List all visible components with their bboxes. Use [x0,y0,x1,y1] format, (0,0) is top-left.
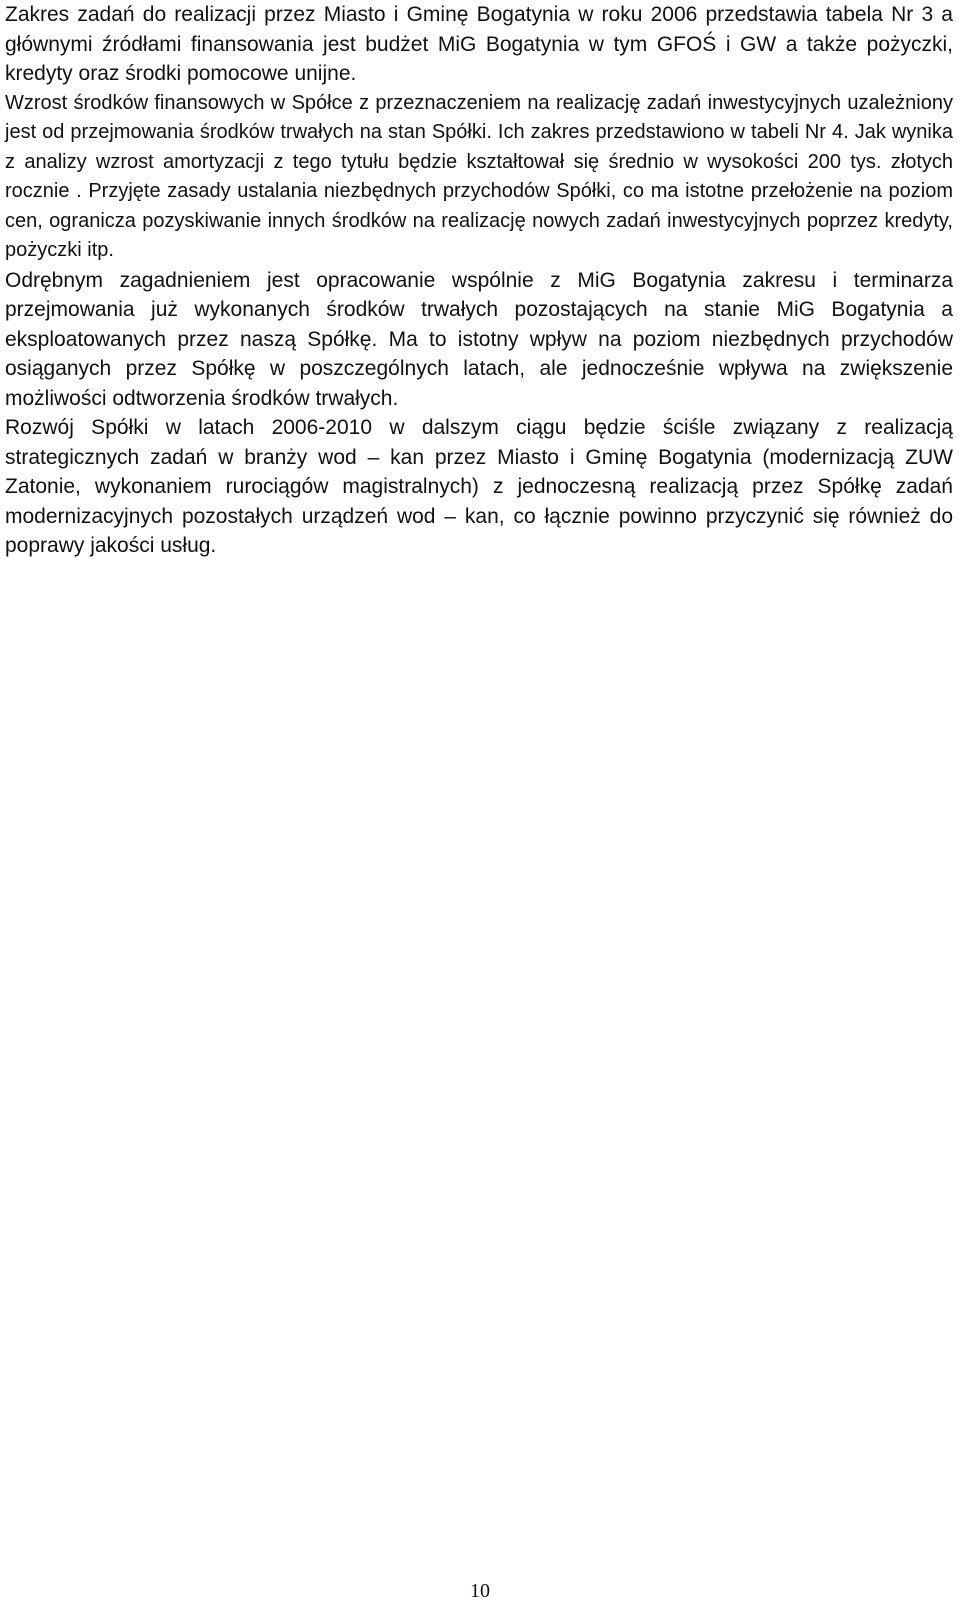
paragraph-funding-scope: Zakres zadań do realizacji przez Miasto i Gminę Bogatynia w roku 2006 przedstawia tabela Nr 3 a głównymi źródłami finansowania jest budżet MiG Bogatynia w tym GFOŚ i GW a także pożyczki, kredyty oraz środki pomocowe unijne. [5,3,953,85]
paragraph-financial-growth: Wzrost środków finansowych w Spółce z przeznaczeniem na realizację zadań inwestycyjnych uzależniony jest od przejmowania środków trwałych na stan Spółki. Ich zakres przedstawiono w tabeli Nr 4. Jak wynika z analizy wzrost amortyzacji z tego tytułu będzie kształtował się średnio w wysokości 200 tys. złotych rocznie . Przyjęte zasady ustalania niezbędnych przychodów Spółki, co ma istotne przełożenie na poziom cen, ogranicza pozyskiwanie innych środków na realizację nowych zadań inwestycyjnych poprzez kredyty, pożyczki itp. [5,91,953,261]
body-text [5,0,953,561]
page-number: 10 [470,1580,490,1602]
paragraph-asset-takeover: Odrębnym zagadnieniem jest opracowanie wspólnie z MiG Bogatynia zakresu i terminarza przejmowania już wykonanych środków trwałych pozostających na stanie MiG Bogatynia a eksploatowanych przez naszą Spółkę. Ma to istotny wpływ na poziom niezbędnych przychodów osiąganych przez Spółkę w poszczególnych latach, ale jednocześnie wpływa na zwiększenie możliwości odtworzenia środków trwałych. [5,268,953,410]
paragraph-company-development: Rozwój Spółki w latach 2006-2010 w dalszym ciągu będzie ściśle związany z realizacją strategicznych zadań w branży wod – kan przez Miasto i Gminę Bogatynia (modernizacją ZUW Zatonie, wykonaniem rurociągów magistralnych) z jednoczesną realizacją przez Spółkę zadań modernizacyjnych pozostałych urządzeń wod – kan, co łącznie powinno przyczynić się również do poprawy jakości usług. [5,416,953,557]
